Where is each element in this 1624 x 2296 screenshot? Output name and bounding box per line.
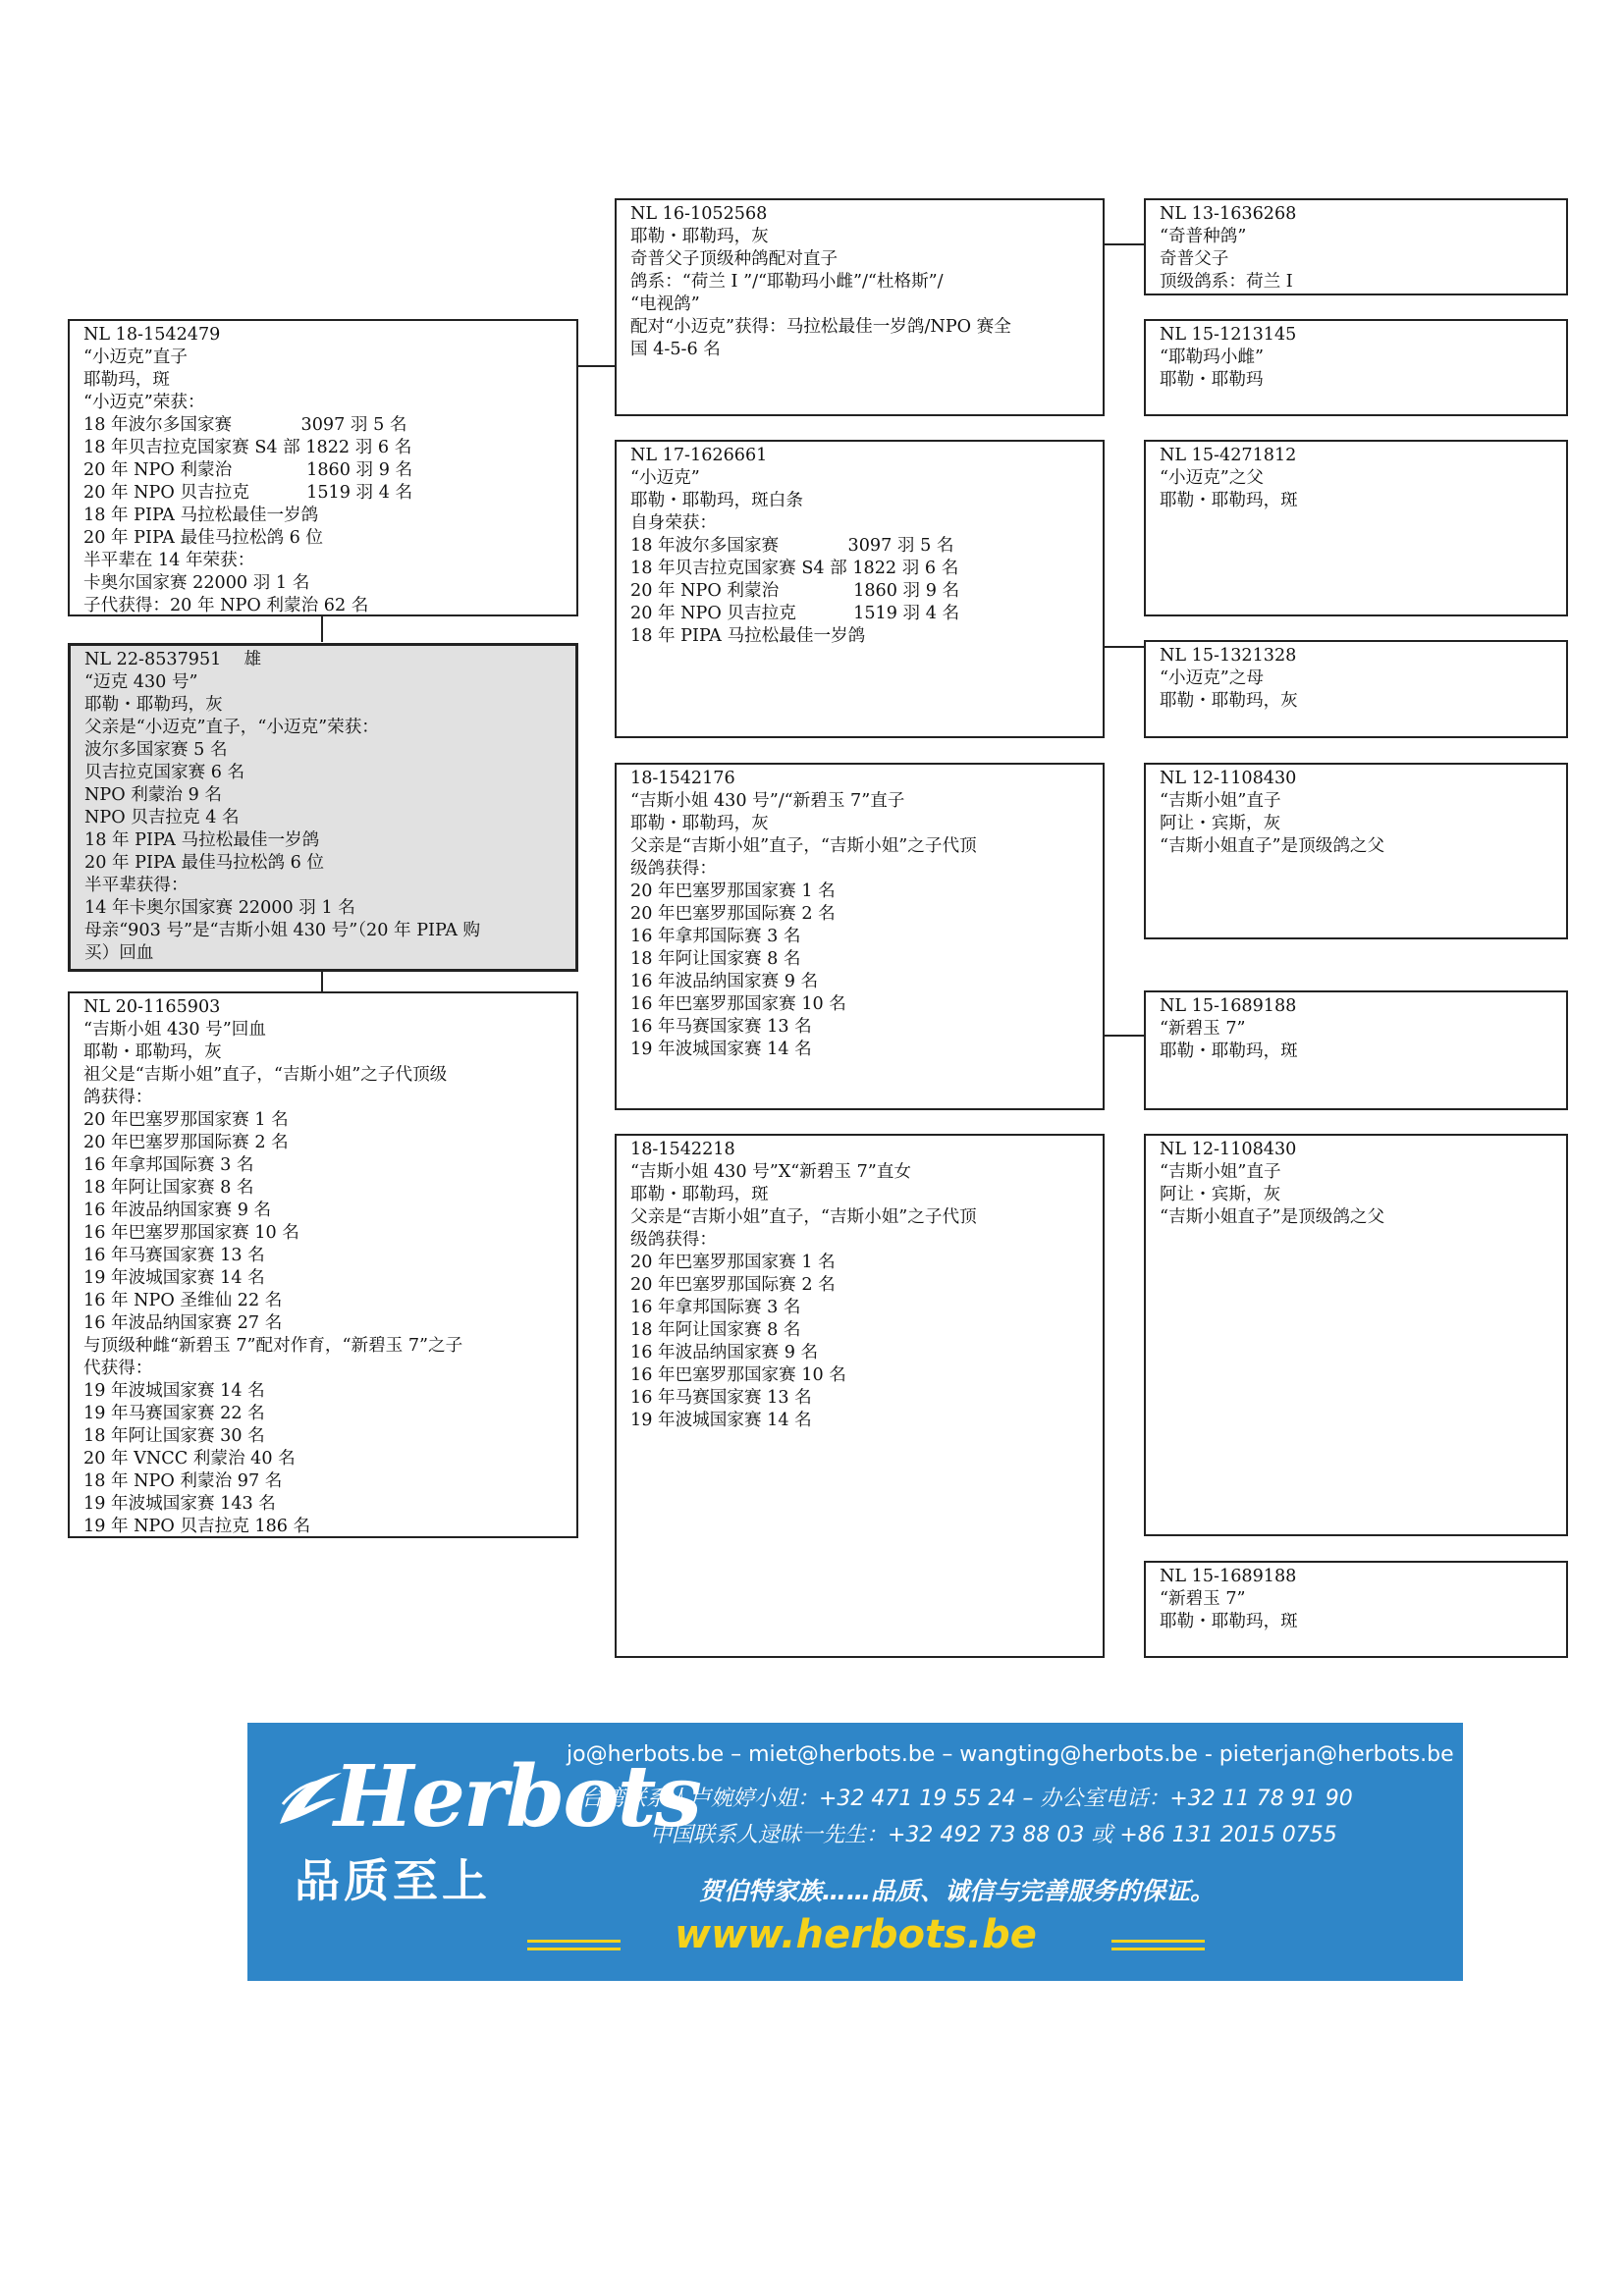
pedigree-text-line: 级鸽获得： (630, 859, 717, 879)
grandparent-box-1 (615, 198, 1105, 416)
pedigree-text-line: 18 年 PIPA 马拉松最佳一岁鸽 (84, 830, 320, 850)
pedigree-text-line: 20 年巴塞罗那国际赛 2 名 (83, 1133, 289, 1152)
pedigree-text-line: 阿让・宾斯，灰 (1160, 1185, 1281, 1204)
great-grandparent-box-6 (1144, 990, 1568, 1110)
great-grandparent-box-8 (1144, 1561, 1568, 1658)
great-grandparent-box-5 (1144, 763, 1568, 939)
pedigree-text-line: 16 年巴塞罗那国家赛 10 名 (630, 1365, 846, 1385)
pedigree-text-line: 半平辈获得： (84, 876, 189, 895)
pedigree-text-line: NL 13-1636268 (1160, 204, 1297, 224)
pedigree-text-line: 子代获得：20 年 NPO 利蒙治 62 名 (83, 596, 369, 615)
pedigree-text-line: 18 年 PIPA 马拉松最佳一岁鸽 (83, 506, 319, 525)
pedigree-text-line: “吉斯小姐”直子 (1160, 791, 1281, 811)
pedigree-text-line: 18-1542176 (630, 769, 735, 788)
pedigree-text-line: 配对“小迈克”获得：马拉松最佳一岁鸽/NPO 赛全 (630, 317, 1011, 337)
pedigree-text-line: “电视鸽” (630, 294, 700, 314)
pedigree-text-line: 19 年波城国家赛 14 名 (83, 1268, 265, 1288)
pedigree-text-line: 18 年 NPO 利蒙治 97 名 (83, 1471, 283, 1491)
pedigree-text-line: 16 年 NPO 圣维仙 22 名 (83, 1291, 283, 1310)
pedigree-text-line: 16 年波品纳国家赛 27 名 (83, 1313, 283, 1333)
pedigree-text-line: 16 年马赛国家赛 13 名 (630, 1017, 812, 1037)
pedigree-text-line: 16 年波品纳国家赛 9 名 (630, 972, 819, 991)
pedigree-text-line: 耶勒・耶勒玛 (1160, 370, 1264, 390)
pedigree-text-line: 16 年拿邦国际赛 3 名 (630, 1298, 801, 1317)
pedigree-text-line: 16 年波品纳国家赛 9 名 (630, 1343, 819, 1362)
great-grandparent-box-4 (1144, 640, 1568, 738)
pedigree-text-line: 半平辈在 14 年荣获： (83, 551, 255, 570)
pedigree-text-line: 20 年巴塞罗那国际赛 2 名 (630, 1275, 836, 1295)
pedigree-text-line: 18 年贝吉拉克国家赛 S4 部 1822 羽 6 名 (83, 438, 412, 457)
pedigree-text-line: 16 年马赛国家赛 13 名 (630, 1388, 812, 1408)
pedigree-text-line: NL 15-1689188 (1160, 1567, 1297, 1586)
pedigree-text-line: 奇普父子 (1160, 249, 1229, 269)
logo-text: Herbots (334, 1747, 700, 1846)
pedigree-text-line: “小迈克”直子 (83, 347, 188, 367)
connector-line (321, 616, 323, 642)
pedigree-text-line: NL 16-1052568 (630, 204, 768, 224)
pedigree-text-line: 耶勒・耶勒玛，斑 (630, 1185, 769, 1204)
tagline: 贺伯特家族……品质、诚信与完善服务的保证。 (699, 1877, 1216, 1905)
pedigree-text-line: 19 年波城国家赛 143 名 (83, 1494, 276, 1514)
pedigree-text-line: 19 年 NPO 贝吉拉克 186 名 (83, 1517, 311, 1536)
pedigree-text-line: 与顶级种雌“新碧玉 7”配对作育，“新碧玉 7”之子 (83, 1336, 463, 1356)
email-contacts: jo@herbots.be – miet@herbots.be – wangting@herbots.be - pieterjan@herbots.be (567, 1742, 1454, 1767)
pedigree-text-line: “奇普种鸽” (1160, 227, 1247, 246)
pedigree-text-line: 16 年马赛国家赛 13 名 (83, 1246, 265, 1265)
pedigree-text-line: 国 4-5-6 名 (630, 340, 721, 359)
pedigree-text-line: 代获得： (83, 1359, 153, 1378)
pedigree-text-line: 18 年波尔多国家赛 3097 羽 5 名 (630, 536, 954, 556)
pedigree-text-line: 母亲“903 号”是“吉斯小姐 430 号”（20 年 PIPA 购 (84, 921, 481, 940)
herbots-banner (247, 1723, 1463, 1981)
pedigree-text-line: 耶勒・耶勒玛，斑白条 (630, 491, 803, 510)
decorative-dash-left (527, 1948, 621, 1950)
pedigree-text-line: 祖父是“吉斯小姐”直子，“吉斯小姐”之子代顶级 (83, 1065, 448, 1085)
pedigree-text-line: 耶勒・耶勒玛，斑 (1160, 491, 1298, 510)
decorative-dash-right (1111, 1948, 1205, 1950)
pedigree-text-line: 耶勒・耶勒玛，灰 (630, 227, 769, 246)
pedigree-text-line: “耶勒玛小雌” (1160, 347, 1264, 367)
pedigree-text-line: 阿让・宾斯，灰 (1160, 814, 1281, 833)
pedigree-text-line: “小迈克”之母 (1160, 668, 1264, 688)
pedigree-text-line: NL 12-1108430 (1160, 1140, 1297, 1159)
connector-line (1105, 1035, 1144, 1037)
great-grandparent-box-7 (1144, 1134, 1568, 1536)
pedigree-text-line: 18 年贝吉拉克国家赛 S4 部 1822 羽 6 名 (630, 559, 959, 578)
pedigree-text-line: 18 年阿让国家赛 30 名 (83, 1426, 265, 1446)
pedigree-text-line: 父亲是“小迈克”直子，“小迈克”荣获： (84, 718, 379, 737)
pedigree-text-line: “吉斯小姐 430 号”/“新碧玉 7”直子 (630, 791, 905, 811)
pedigree-text-line: 耶勒・耶勒玛，灰 (84, 695, 223, 715)
pedigree-text-line: NPO 利蒙治 9 名 (84, 785, 223, 805)
grandparent-box-2 (615, 440, 1105, 738)
pedigree-text-line: 耶勒・耶勒玛，灰 (1160, 691, 1298, 711)
pedigree-text-line: 18 年阿让国家赛 8 名 (83, 1178, 254, 1198)
pedigree-text-line: 耶勒玛，斑 (83, 370, 170, 390)
decorative-dash-right (1111, 1940, 1205, 1943)
pedigree-text-line: 18 年阿让国家赛 8 名 (630, 949, 801, 969)
pedigree-text-line: 波尔多国家赛 5 名 (84, 740, 228, 760)
grandparent-box-3 (615, 763, 1105, 1110)
pedigree-text-line: 20 年 NPO 贝吉拉克 1519 羽 4 名 (83, 483, 413, 503)
taiwan-contact: 台湾联系人卢婉婷小姐：+32 471 19 55 24 – 办公室电话：+32 11 78 91 90 (581, 1787, 1353, 1811)
pedigree-text-line: 父亲是“吉斯小姐”直子，“吉斯小姐”之子代顶 (630, 1207, 977, 1227)
pedigree-text-line: 卡奥尔国家赛 22000 羽 1 名 (83, 573, 310, 593)
pedigree-text-line: NL 17-1626661 (630, 446, 768, 465)
pedigree-text-line: 18 年波尔多国家赛 3097 羽 5 名 (83, 415, 407, 435)
dam-box (68, 991, 578, 1538)
pedigree-text-line: “小迈克” (630, 468, 700, 488)
pedigree-text-line: “吉斯小姐 430 号”回血 (83, 1020, 266, 1040)
pedigree-text-line: 16 年拿邦国际赛 3 名 (83, 1155, 254, 1175)
pedigree-text-line: “吉斯小姐直子”是顶级鸽之父 (1160, 1207, 1385, 1227)
pedigree-text-line: 20 年 PIPA 最佳马拉松鸽 6 位 (83, 528, 324, 548)
slogan: 品质至上 (295, 1854, 491, 1907)
connector-line (1105, 646, 1144, 648)
pedigree-text-line: 16 年拿邦国际赛 3 名 (630, 927, 801, 946)
sire-box (68, 319, 578, 616)
pedigree-text-line: 鸽系：“荷兰 I ”/“耶勒玛小雌”/“杜格斯”/ (630, 272, 944, 292)
pedigree-text-line: 奇普父子顶级种鸽配对直子 (630, 249, 839, 269)
pedigree-text-line: “迈克 430 号” (84, 672, 198, 692)
connector-line (1105, 243, 1144, 245)
website-link[interactable]: www.herbots.be (675, 1912, 1037, 1957)
pedigree-text-line: “小迈克”之父 (1160, 468, 1264, 488)
pedigree-text-line: 耶勒・耶勒玛，灰 (630, 814, 769, 833)
pedigree-text-line: NL 18-1542479 (83, 325, 221, 345)
pedigree-text-line: NL 12-1108430 (1160, 769, 1297, 788)
pedigree-text-line: 顶级鸽系：荷兰 I (1160, 272, 1293, 292)
great-grandparent-box-2 (1144, 319, 1568, 416)
pedigree-text-line: 18-1542218 (630, 1140, 735, 1159)
great-grandparent-box-3 (1144, 440, 1568, 616)
pedigree-text-line: 自身荣获： (630, 513, 717, 533)
pedigree-text-line: 买）回血 (84, 943, 154, 963)
pedigree-text-line: NL 22-8537951 雄 (84, 650, 262, 669)
pedigree-text-line: 18 年阿让国家赛 8 名 (630, 1320, 801, 1340)
pedigree-text-line: 耶勒・耶勒玛，斑 (1160, 1612, 1298, 1631)
connector-line (321, 972, 323, 991)
pedigree-text-line: 19 年马赛国家赛 22 名 (83, 1404, 265, 1423)
pedigree-text-line: 18 年 PIPA 马拉松最佳一岁鸽 (630, 626, 866, 646)
pedigree-text-line: 耶勒・耶勒玛，斑 (1160, 1041, 1298, 1061)
pedigree-text-line: 20 年 NPO 利蒙治 1860 羽 9 名 (630, 581, 960, 601)
pedigree-text-line: 级鸽获得： (630, 1230, 717, 1250)
pedigree-text-line: 20 年 VNCC 利蒙治 40 名 (83, 1449, 296, 1468)
pedigree-text-line: 14 年卡奥尔国家赛 22000 羽 1 名 (84, 898, 355, 918)
pedigree-text-line: “吉斯小姐”直子 (1160, 1162, 1281, 1182)
pedigree-text-line: “吉斯小姐直子”是顶级鸽之父 (1160, 836, 1385, 856)
pedigree-text-line: “新碧玉 7” (1160, 1019, 1246, 1039)
pedigree-text-line: 20 年巴塞罗那国家赛 1 名 (83, 1110, 289, 1130)
pedigree-text-line: 鸽获得： (83, 1088, 153, 1107)
pedigree-text-line: NL 15-4271812 (1160, 446, 1297, 465)
pedigree-text-line: 20 年 NPO 利蒙治 1860 羽 9 名 (83, 460, 413, 480)
pedigree-text-line: 贝吉拉克国家赛 6 名 (84, 763, 245, 782)
pedigree-text-line: 20 年 NPO 贝吉拉克 1519 羽 4 名 (630, 604, 960, 623)
pedigree-text-line: NL 20-1165903 (83, 997, 221, 1017)
connector-line (577, 365, 615, 367)
pedigree-text-line: NL 15-1213145 (1160, 325, 1297, 345)
china-contact: 中国联系人逯昧一先生：+32 492 73 88 03 或 +86 131 2015 0755 (650, 1823, 1337, 1847)
pedigree-text-line: “吉斯小姐 430 号”X“新碧玉 7”直女 (630, 1162, 911, 1182)
pedigree-text-line: NPO 贝吉拉克 4 名 (84, 808, 240, 828)
pedigree-text-line: 20 年巴塞罗那国际赛 2 名 (630, 904, 836, 924)
subject-pigeon-box (68, 643, 578, 972)
pedigree-text-line: 16 年巴塞罗那国家赛 10 名 (630, 994, 846, 1014)
great-grandparent-box-1 (1144, 198, 1568, 295)
pedigree-text-line: NL 15-1689188 (1160, 996, 1297, 1016)
pedigree-text-line: 20 年巴塞罗那国家赛 1 名 (630, 881, 836, 901)
pedigree-text-line: 16 年波品纳国家赛 9 名 (83, 1201, 272, 1220)
pedigree-text-line: “小迈克”荣获： (83, 393, 205, 412)
pedigree-text-line: “新碧玉 7” (1160, 1589, 1246, 1609)
pedigree-text-line: 19 年波城国家赛 14 名 (630, 1040, 812, 1059)
grandparent-box-4 (615, 1134, 1105, 1658)
decorative-dash-left (527, 1940, 621, 1943)
pedigree-text-line: 19 年波城国家赛 14 名 (83, 1381, 265, 1401)
pedigree-text-line: NL 15-1321328 (1160, 646, 1297, 666)
pedigree-text-line: 父亲是“吉斯小姐”直子，“吉斯小姐”之子代顶 (630, 836, 977, 856)
pedigree-text-line: 耶勒・耶勒玛，灰 (83, 1042, 222, 1062)
pedigree-text-line: 20 年巴塞罗那国家赛 1 名 (630, 1253, 836, 1272)
pedigree-text-line: 20 年 PIPA 最佳马拉松鸽 6 位 (84, 853, 325, 873)
pedigree-text-line: 16 年巴塞罗那国家赛 10 名 (83, 1223, 299, 1243)
pedigree-text-line: 19 年波城国家赛 14 名 (630, 1411, 812, 1430)
